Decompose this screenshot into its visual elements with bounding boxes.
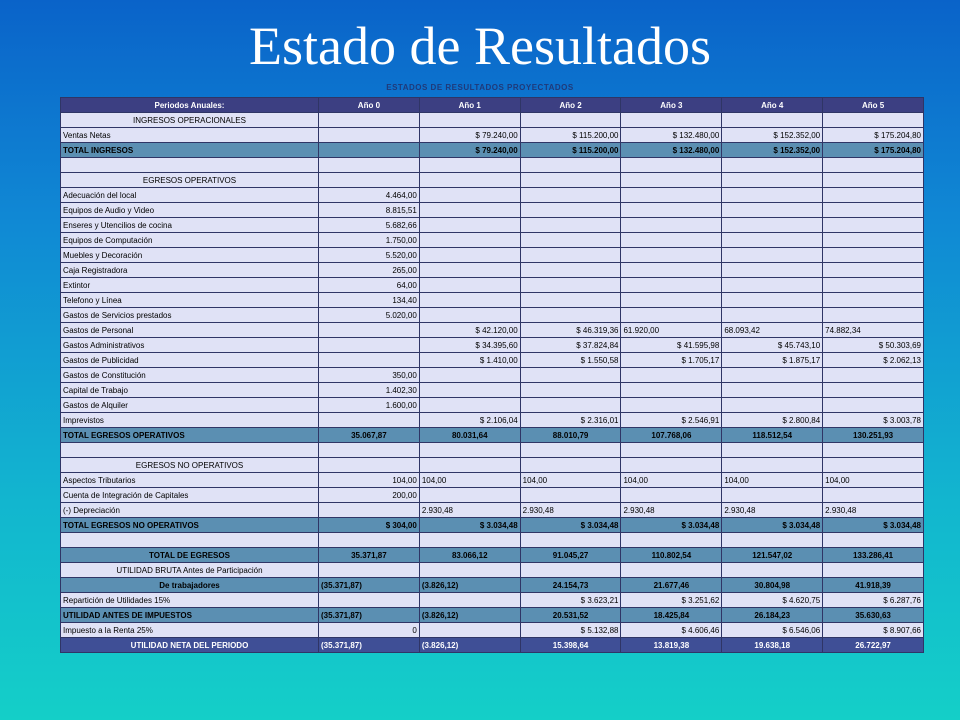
value-cell-year-1 xyxy=(419,173,520,188)
value-cell-year-5 xyxy=(823,248,924,263)
value-cell-year-1: 2.930,48 xyxy=(419,503,520,518)
section-header-row xyxy=(61,563,924,578)
value-cell-year-0: 350,00 xyxy=(319,368,420,383)
value-cell-year-1: $ 79.240,00 xyxy=(419,143,520,158)
value-cell-year-3 xyxy=(621,458,722,473)
value-cell-year-2 xyxy=(520,398,621,413)
value-cell-year-2: $ 115.200,00 xyxy=(520,143,621,158)
value-cell-year-3: $ 4.606,46 xyxy=(621,623,722,638)
table-header-row xyxy=(61,98,924,113)
row-label: Imprevistos xyxy=(61,413,319,428)
value-cell-year-1: $ 42.120,00 xyxy=(419,323,520,338)
row-label: Enseres y Utencilios de cocina xyxy=(61,218,319,233)
row-label: Equipos de Computación xyxy=(61,233,319,248)
value-cell-year-3 xyxy=(621,563,722,578)
value-cell-year-4 xyxy=(722,443,823,458)
value-cell-year-3: $ 41.595,98 xyxy=(621,338,722,353)
table-row xyxy=(61,518,924,533)
header-year-1: Año 1 xyxy=(419,98,520,113)
row-label: Capital de Trabajo xyxy=(61,383,319,398)
income-statement-table xyxy=(60,97,924,653)
value-cell-year-5: 133.286,41 xyxy=(823,548,924,563)
value-cell-year-2 xyxy=(520,158,621,173)
table-row xyxy=(61,338,924,353)
value-cell-year-3: 13.819,38 xyxy=(621,638,722,653)
value-cell-year-5 xyxy=(823,443,924,458)
value-cell-year-0: (35.371,87) xyxy=(319,608,420,623)
row-label: Gastos Administrativos xyxy=(61,338,319,353)
row-label: TOTAL DE EGRESOS xyxy=(61,548,319,563)
value-cell-year-2: 15.398,64 xyxy=(520,638,621,653)
value-cell-year-1 xyxy=(419,293,520,308)
value-cell-year-5: $ 3.034,48 xyxy=(823,518,924,533)
row-label: UTILIDAD ANTES DE IMPUESTOS xyxy=(61,608,319,623)
value-cell-year-0: 200,00 xyxy=(319,488,420,503)
value-cell-year-4 xyxy=(722,563,823,578)
value-cell-year-5 xyxy=(823,368,924,383)
header-year-2: Año 2 xyxy=(520,98,621,113)
value-cell-year-3: 18.425,84 xyxy=(621,608,722,623)
table-row xyxy=(61,323,924,338)
value-cell-year-5 xyxy=(823,488,924,503)
value-cell-year-0: 5.020,00 xyxy=(319,308,420,323)
value-cell-year-2 xyxy=(520,488,621,503)
table-row xyxy=(61,308,924,323)
value-cell-year-5 xyxy=(823,293,924,308)
value-cell-year-5 xyxy=(823,158,924,173)
table-row xyxy=(61,593,924,608)
value-cell-year-4: 68.093,42 xyxy=(722,323,823,338)
value-cell-year-3: $ 3.034,48 xyxy=(621,518,722,533)
value-cell-year-4 xyxy=(722,488,823,503)
value-cell-year-5: $ 175.204,80 xyxy=(823,128,924,143)
value-cell-year-0 xyxy=(319,563,420,578)
value-cell-year-3 xyxy=(621,203,722,218)
table-row xyxy=(61,293,924,308)
value-cell-year-1 xyxy=(419,188,520,203)
table-row xyxy=(61,578,924,593)
value-cell-year-5 xyxy=(823,278,924,293)
value-cell-year-3: 2.930,48 xyxy=(621,503,722,518)
value-cell-year-2 xyxy=(520,248,621,263)
row-label xyxy=(61,158,319,173)
row-label: Gastos de Personal xyxy=(61,323,319,338)
value-cell-year-2 xyxy=(520,383,621,398)
value-cell-year-4: 26.184,23 xyxy=(722,608,823,623)
value-cell-year-0: 5.520,00 xyxy=(319,248,420,263)
value-cell-year-5: 35.630,63 xyxy=(823,608,924,623)
value-cell-year-4 xyxy=(722,308,823,323)
value-cell-year-5 xyxy=(823,563,924,578)
value-cell-year-3 xyxy=(621,188,722,203)
value-cell-year-2 xyxy=(520,173,621,188)
row-label: EGRESOS NO OPERATIVOS xyxy=(61,458,319,473)
value-cell-year-4 xyxy=(722,218,823,233)
value-cell-year-1: $ 34.395,60 xyxy=(419,338,520,353)
value-cell-year-5: 74.882,34 xyxy=(823,323,924,338)
value-cell-year-2: $ 37.824,84 xyxy=(520,338,621,353)
value-cell-year-4: $ 6.546,06 xyxy=(722,623,823,638)
value-cell-year-3 xyxy=(621,383,722,398)
value-cell-year-4 xyxy=(722,248,823,263)
value-cell-year-4: 2.930,48 xyxy=(722,503,823,518)
row-label: Gastos de Constitución xyxy=(61,368,319,383)
value-cell-year-2 xyxy=(520,233,621,248)
value-cell-year-5 xyxy=(823,233,924,248)
value-cell-year-5 xyxy=(823,218,924,233)
value-cell-year-3: 21.677,46 xyxy=(621,578,722,593)
value-cell-year-4 xyxy=(722,458,823,473)
row-label: TOTAL EGRESOS OPERATIVOS xyxy=(61,428,319,443)
value-cell-year-1: $ 3.034,48 xyxy=(419,518,520,533)
value-cell-year-1: (3.826,12) xyxy=(419,608,520,623)
value-cell-year-2: $ 5.132,88 xyxy=(520,623,621,638)
value-cell-year-0 xyxy=(319,413,420,428)
row-label: TOTAL INGRESOS xyxy=(61,143,319,158)
value-cell-year-5: $ 8.907,66 xyxy=(823,623,924,638)
value-cell-year-5 xyxy=(823,398,924,413)
value-cell-year-0 xyxy=(319,443,420,458)
value-cell-year-0 xyxy=(319,128,420,143)
table-row xyxy=(61,608,924,623)
value-cell-year-2: 24.154,73 xyxy=(520,578,621,593)
value-cell-year-5: $ 3.003,78 xyxy=(823,413,924,428)
row-label: Repartición de Utilidades 15% xyxy=(61,593,319,608)
value-cell-year-2 xyxy=(520,188,621,203)
value-cell-year-4: 19.638,18 xyxy=(722,638,823,653)
row-label: Telefono y Línea xyxy=(61,293,319,308)
value-cell-year-0 xyxy=(319,158,420,173)
value-cell-year-1 xyxy=(419,593,520,608)
row-label: Extintor xyxy=(61,278,319,293)
value-cell-year-4: $ 152.352,00 xyxy=(722,128,823,143)
value-cell-year-0 xyxy=(319,323,420,338)
table-row xyxy=(61,398,924,413)
row-label: Gastos de Alquiler xyxy=(61,398,319,413)
table-row xyxy=(61,428,924,443)
value-cell-year-0 xyxy=(319,503,420,518)
value-cell-year-4: $ 3.034,48 xyxy=(722,518,823,533)
value-cell-year-4 xyxy=(722,278,823,293)
value-cell-year-2: 20.531,52 xyxy=(520,608,621,623)
value-cell-year-0: 1.402,30 xyxy=(319,383,420,398)
row-label: Impuesto a la Renta 25% xyxy=(61,623,319,638)
value-cell-year-4 xyxy=(722,113,823,128)
spacer-row xyxy=(61,533,924,548)
value-cell-year-4 xyxy=(722,383,823,398)
table-row xyxy=(61,128,924,143)
value-cell-year-1 xyxy=(419,623,520,638)
value-cell-year-3 xyxy=(621,368,722,383)
row-label: Gastos de Publicidad xyxy=(61,353,319,368)
page-title: Estado de Resultados xyxy=(249,16,711,76)
value-cell-year-1 xyxy=(419,233,520,248)
value-cell-year-1: (3.826,12) xyxy=(419,578,520,593)
value-cell-year-1: 104,00 xyxy=(419,473,520,488)
value-cell-year-3 xyxy=(621,173,722,188)
header-period-label: Periodos Anuales: xyxy=(61,98,319,113)
table-row xyxy=(61,638,924,653)
value-cell-year-4: $ 4.620,75 xyxy=(722,593,823,608)
value-cell-year-5: $ 6.287,76 xyxy=(823,593,924,608)
table-row xyxy=(61,473,924,488)
value-cell-year-1 xyxy=(419,248,520,263)
row-label: Caja Registradora xyxy=(61,263,319,278)
value-cell-year-1 xyxy=(419,488,520,503)
value-cell-year-0: 35.371,87 xyxy=(319,548,420,563)
value-cell-year-5 xyxy=(823,263,924,278)
value-cell-year-5: $ 175.204,80 xyxy=(823,143,924,158)
table-row xyxy=(61,623,924,638)
value-cell-year-4: $ 1.875,17 xyxy=(722,353,823,368)
table-row xyxy=(61,233,924,248)
value-cell-year-5 xyxy=(823,383,924,398)
value-cell-year-0 xyxy=(319,593,420,608)
value-cell-year-2: $ 2.316,01 xyxy=(520,413,621,428)
value-cell-year-2: $ 46.319,36 xyxy=(520,323,621,338)
table-row xyxy=(61,203,924,218)
header-year-4: Año 4 xyxy=(722,98,823,113)
value-cell-year-1 xyxy=(419,218,520,233)
value-cell-year-2 xyxy=(520,308,621,323)
value-cell-year-0 xyxy=(319,458,420,473)
value-cell-year-1 xyxy=(419,308,520,323)
value-cell-year-5: 26.722,97 xyxy=(823,638,924,653)
value-cell-year-5: $ 50.303,69 xyxy=(823,338,924,353)
table-row xyxy=(61,503,924,518)
row-label: Gastos de Servicios prestados xyxy=(61,308,319,323)
value-cell-year-0: 1.600,00 xyxy=(319,398,420,413)
value-cell-year-0: (35.371,87) xyxy=(319,578,420,593)
value-cell-year-2 xyxy=(520,533,621,548)
value-cell-year-3 xyxy=(621,263,722,278)
header-year-3: Año 3 xyxy=(621,98,722,113)
value-cell-year-4: 30.804,98 xyxy=(722,578,823,593)
value-cell-year-2: 91.045,27 xyxy=(520,548,621,563)
value-cell-year-3: $ 1.705,17 xyxy=(621,353,722,368)
value-cell-year-2 xyxy=(520,293,621,308)
value-cell-year-3: $ 132.480,00 xyxy=(621,143,722,158)
row-label: INGRESOS OPERACIONALES xyxy=(61,113,319,128)
header-year-0: Año 0 xyxy=(319,98,420,113)
value-cell-year-5: 130.251,93 xyxy=(823,428,924,443)
value-cell-year-3 xyxy=(621,113,722,128)
value-cell-year-0: 5.682,66 xyxy=(319,218,420,233)
table-row xyxy=(61,548,924,563)
value-cell-year-3: 110.802,54 xyxy=(621,548,722,563)
section-header-row xyxy=(61,113,924,128)
value-cell-year-3 xyxy=(621,293,722,308)
value-cell-year-4 xyxy=(722,263,823,278)
value-cell-year-2 xyxy=(520,368,621,383)
value-cell-year-1 xyxy=(419,203,520,218)
table-row xyxy=(61,188,924,203)
row-label: Aspectos Tributarios xyxy=(61,473,319,488)
value-cell-year-3: $ 2.546,91 xyxy=(621,413,722,428)
header-year-5: Año 5 xyxy=(823,98,924,113)
section-header-row xyxy=(61,458,924,473)
value-cell-year-0 xyxy=(319,173,420,188)
value-cell-year-2: $ 3.034,48 xyxy=(520,518,621,533)
value-cell-year-3: $ 3.251,62 xyxy=(621,593,722,608)
value-cell-year-4: $ 152.352,00 xyxy=(722,143,823,158)
value-cell-year-1 xyxy=(419,458,520,473)
value-cell-year-2 xyxy=(520,263,621,278)
table-row xyxy=(61,248,924,263)
value-cell-year-3 xyxy=(621,278,722,293)
value-cell-year-2: $ 115.200,00 xyxy=(520,128,621,143)
value-cell-year-2 xyxy=(520,563,621,578)
table-row xyxy=(61,383,924,398)
value-cell-year-1 xyxy=(419,563,520,578)
value-cell-year-4 xyxy=(722,368,823,383)
value-cell-year-4: 104,00 xyxy=(722,473,823,488)
value-cell-year-5: 104,00 xyxy=(823,473,924,488)
value-cell-year-4 xyxy=(722,158,823,173)
value-cell-year-0: (35.371,87) xyxy=(319,638,420,653)
value-cell-year-0: 104,00 xyxy=(319,473,420,488)
value-cell-year-0: 64,00 xyxy=(319,278,420,293)
row-label: Ventas Netas xyxy=(61,128,319,143)
value-cell-year-3 xyxy=(621,158,722,173)
value-cell-year-0: 0 xyxy=(319,623,420,638)
value-cell-year-3: $ 132.480,00 xyxy=(621,128,722,143)
value-cell-year-2 xyxy=(520,458,621,473)
value-cell-year-3: 107.768,06 xyxy=(621,428,722,443)
value-cell-year-4 xyxy=(722,188,823,203)
table-title: ESTADOS DE RESULTADOS PROYECTADOS xyxy=(386,83,574,92)
value-cell-year-4 xyxy=(722,203,823,218)
table-row xyxy=(61,413,924,428)
value-cell-year-3 xyxy=(621,233,722,248)
value-cell-year-4 xyxy=(722,173,823,188)
value-cell-year-0: $ 304,00 xyxy=(319,518,420,533)
value-cell-year-1 xyxy=(419,443,520,458)
value-cell-year-1: 80.031,64 xyxy=(419,428,520,443)
value-cell-year-2 xyxy=(520,113,621,128)
value-cell-year-0 xyxy=(319,338,420,353)
row-label: UTILIDAD NETA DEL PERIODO xyxy=(61,638,319,653)
row-label: Adecuación del local xyxy=(61,188,319,203)
value-cell-year-2: 104,00 xyxy=(520,473,621,488)
value-cell-year-2 xyxy=(520,443,621,458)
value-cell-year-0 xyxy=(319,353,420,368)
value-cell-year-5: $ 2.062,13 xyxy=(823,353,924,368)
value-cell-year-5: 2.930,48 xyxy=(823,503,924,518)
value-cell-year-5 xyxy=(823,308,924,323)
row-label: De trabajadores xyxy=(61,578,319,593)
value-cell-year-1 xyxy=(419,533,520,548)
value-cell-year-3: 104,00 xyxy=(621,473,722,488)
table-row xyxy=(61,278,924,293)
value-cell-year-5 xyxy=(823,533,924,548)
row-label: Muebles y Decoración xyxy=(61,248,319,263)
value-cell-year-1: $ 2.106,04 xyxy=(419,413,520,428)
value-cell-year-0: 1.750,00 xyxy=(319,233,420,248)
value-cell-year-5 xyxy=(823,203,924,218)
value-cell-year-3 xyxy=(621,248,722,263)
value-cell-year-1 xyxy=(419,398,520,413)
value-cell-year-1 xyxy=(419,263,520,278)
value-cell-year-0: 35.067,87 xyxy=(319,428,420,443)
spacer-row xyxy=(61,158,924,173)
table-row xyxy=(61,263,924,278)
value-cell-year-0: 4.464,00 xyxy=(319,188,420,203)
value-cell-year-3 xyxy=(621,398,722,413)
row-label: (-) Depreciación xyxy=(61,503,319,518)
value-cell-year-4: $ 2.800,84 xyxy=(722,413,823,428)
value-cell-year-0 xyxy=(319,113,420,128)
section-header-row xyxy=(61,173,924,188)
value-cell-year-5 xyxy=(823,188,924,203)
value-cell-year-1 xyxy=(419,113,520,128)
value-cell-year-3 xyxy=(621,443,722,458)
value-cell-year-2: $ 3.623,21 xyxy=(520,593,621,608)
value-cell-year-0: 265,00 xyxy=(319,263,420,278)
table-row xyxy=(61,353,924,368)
value-cell-year-2 xyxy=(520,218,621,233)
value-cell-year-4 xyxy=(722,398,823,413)
value-cell-year-4: 118.512,54 xyxy=(722,428,823,443)
row-label: Cuenta de Integración de Capitales xyxy=(61,488,319,503)
value-cell-year-1: $ 1.410,00 xyxy=(419,353,520,368)
value-cell-year-1: $ 79.240,00 xyxy=(419,128,520,143)
value-cell-year-1 xyxy=(419,278,520,293)
row-label: TOTAL EGRESOS NO OPERATIVOS xyxy=(61,518,319,533)
value-cell-year-1 xyxy=(419,158,520,173)
value-cell-year-4: $ 45.743,10 xyxy=(722,338,823,353)
row-label: Equipos de Audio y Video xyxy=(61,203,319,218)
table-row xyxy=(61,218,924,233)
row-label: EGRESOS OPERATIVOS xyxy=(61,173,319,188)
value-cell-year-1: (3.826,12) xyxy=(419,638,520,653)
value-cell-year-5 xyxy=(823,113,924,128)
spacer-row xyxy=(61,443,924,458)
table-row xyxy=(61,143,924,158)
value-cell-year-1: 83.066,12 xyxy=(419,548,520,563)
value-cell-year-2: 88.010,79 xyxy=(520,428,621,443)
value-cell-year-5 xyxy=(823,173,924,188)
value-cell-year-3 xyxy=(621,488,722,503)
value-cell-year-4 xyxy=(722,293,823,308)
value-cell-year-0 xyxy=(319,533,420,548)
table-row xyxy=(61,368,924,383)
value-cell-year-3 xyxy=(621,533,722,548)
value-cell-year-0: 134,40 xyxy=(319,293,420,308)
value-cell-year-4 xyxy=(722,533,823,548)
value-cell-year-3: 61.920,00 xyxy=(621,323,722,338)
table-row xyxy=(61,488,924,503)
value-cell-year-5: 41.918,39 xyxy=(823,578,924,593)
value-cell-year-1 xyxy=(419,368,520,383)
value-cell-year-2 xyxy=(520,278,621,293)
value-cell-year-2: $ 1.550,58 xyxy=(520,353,621,368)
row-label xyxy=(61,443,319,458)
value-cell-year-4 xyxy=(722,233,823,248)
value-cell-year-2 xyxy=(520,203,621,218)
value-cell-year-3 xyxy=(621,308,722,323)
value-cell-year-3 xyxy=(621,218,722,233)
value-cell-year-1 xyxy=(419,383,520,398)
value-cell-year-4: 121.547,02 xyxy=(722,548,823,563)
value-cell-year-5 xyxy=(823,458,924,473)
value-cell-year-0 xyxy=(319,143,420,158)
value-cell-year-0: 8.815,51 xyxy=(319,203,420,218)
row-label xyxy=(61,533,319,548)
row-label: UTILIDAD BRUTA Antes de Participación xyxy=(61,563,319,578)
value-cell-year-2: 2.930,48 xyxy=(520,503,621,518)
